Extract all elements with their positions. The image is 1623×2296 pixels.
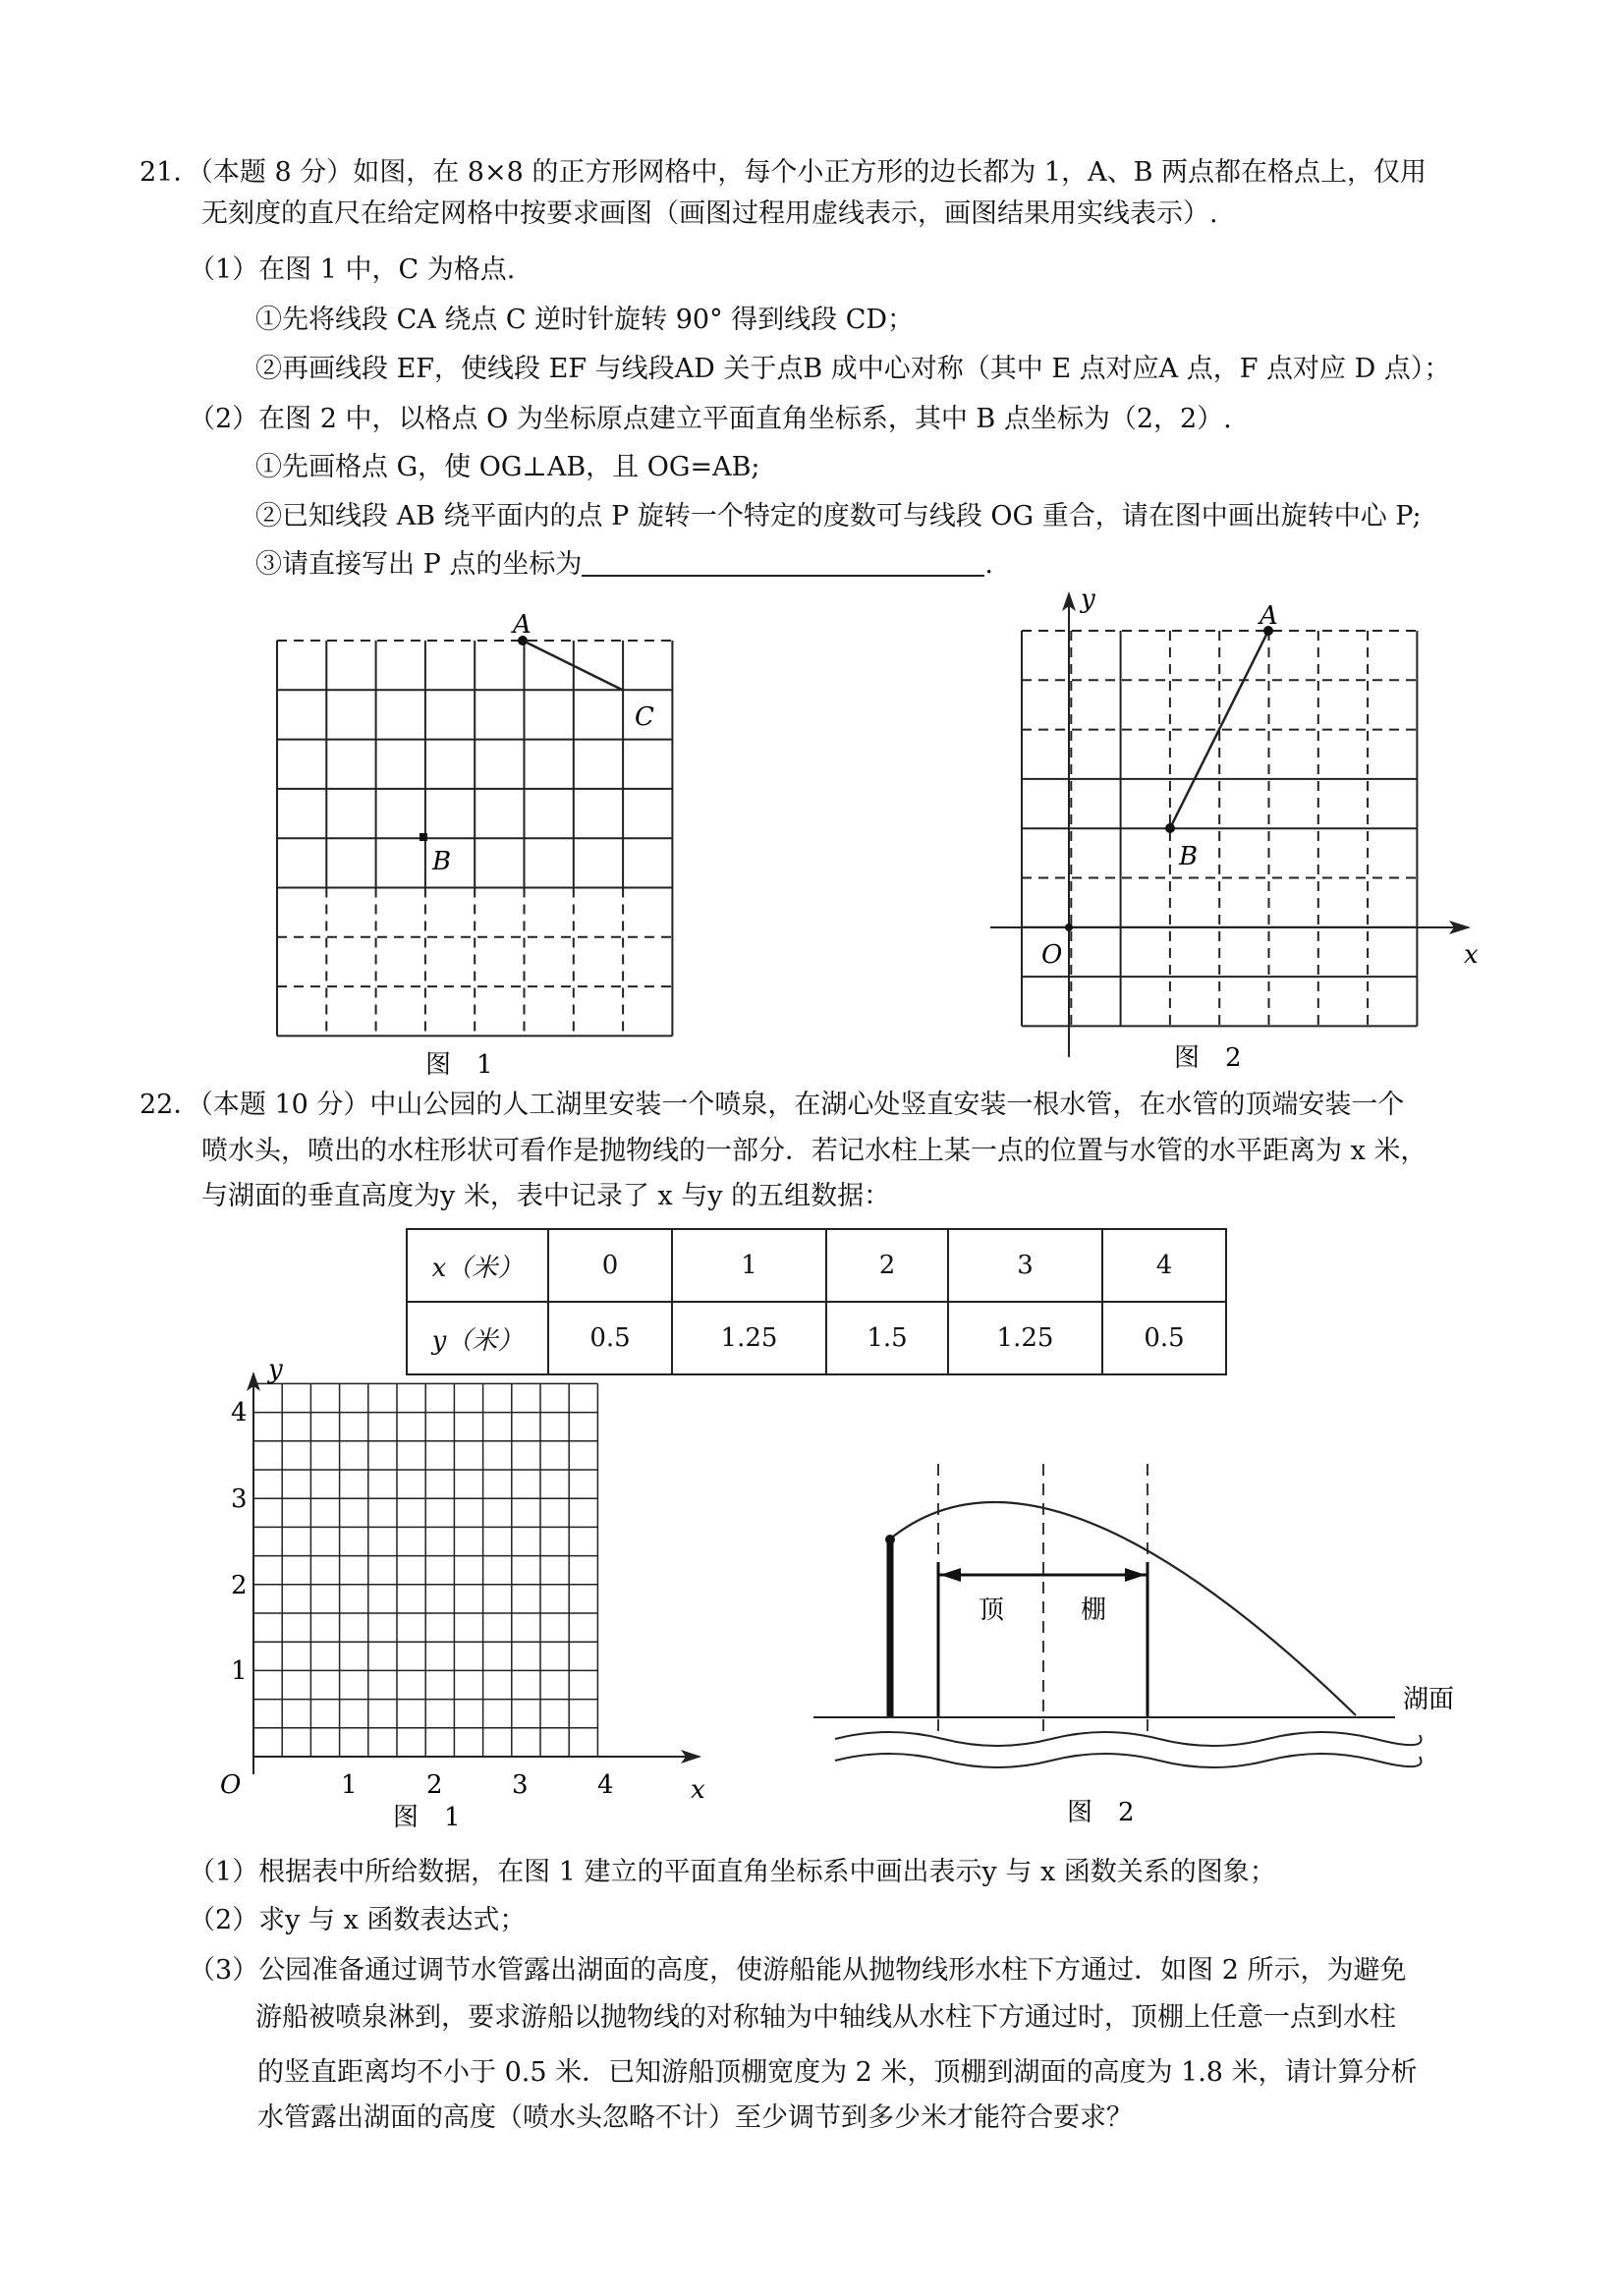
q22-fig1-x-tick: 3: [512, 1770, 529, 1800]
q22-fig1-x-tick: 1: [341, 1770, 358, 1800]
q22-fig1-label-x: x: [691, 1775, 705, 1805]
q22-header: 22．（本题 10 分）中山公园的人工湖里安装一个喷泉，在湖心处竖直安装一根水管，在水管的顶端安装一个: [140, 1090, 1405, 1120]
q21-fig2-label-a: A: [1259, 601, 1278, 631]
table-cell: 1.5: [826, 1302, 948, 1374]
table-cell: 1: [672, 1229, 826, 1302]
table-cell: 4: [1102, 1229, 1226, 1302]
q22-part2: （2）求y 与 x 函数表达式；: [189, 1905, 527, 1935]
q22-part3-line3: 的竖直距离均不小于 0.5 米．已知游船顶棚宽度为 2 米，顶棚到湖面的高度为 1.8 米，请计算分析: [257, 2057, 1418, 2088]
table-cell: 3: [948, 1229, 1102, 1302]
q21-part2-step1: ①先画格点 G，使 OG⊥AB，且 OG=AB;: [255, 452, 760, 482]
table-cell: 1.25: [672, 1302, 826, 1374]
q21-fig1-label-a: A: [513, 610, 532, 640]
q22-fig1-y-tick: 2: [231, 1571, 248, 1600]
table-cell: 0: [548, 1229, 672, 1302]
q22-fig2-water-surface: [813, 1717, 1422, 1767]
q21-fig2-label-o: O: [1041, 940, 1063, 970]
q21-fig2-label-x: x: [1464, 940, 1479, 970]
q22-fig1-y-tick: 4: [231, 1398, 248, 1428]
q22-fig2-left-arrow-icon: [940, 1568, 961, 1582]
q22-fig2-right-arrow-icon: [1125, 1568, 1146, 1582]
q21-part2: （2）在图 2 中，以格点 O 为坐标原点建立平面直角坐标系，其中 B 点坐标为（2，2）.: [189, 404, 1232, 434]
q21-part2-step3-end: .: [984, 549, 993, 580]
q22-fig2-roof-label-left: 顶: [979, 1596, 1005, 1625]
q22-fig2-lake-label: 湖面: [1403, 1685, 1455, 1714]
q22-fig1-x-tick: 2: [426, 1770, 443, 1800]
q21-fig2-caption: 图 2: [1174, 1043, 1242, 1073]
q22-fig2-water-parabola: [888, 1502, 1356, 1715]
q22-fig1-grid: [253, 1383, 597, 1757]
q21-header: 21．（本题 8 分）如图，在 8×8 的正方形网格中，每个小正方形的边长都为 1，A、B 两点都在格点上，仅用: [140, 157, 1427, 188]
q21-part2-step2: ②已知线段 AB 绕平面内的点 P 旋转一个特定的度数可与线段 OG 重合，请在图中画出旋转中心 P;: [255, 501, 1422, 532]
q21-part1: （1）在图 1 中，C 为格点.: [189, 254, 516, 285]
q22-fig1-caption: 图 1: [393, 1803, 461, 1832]
q22-fig1-y-tick: 1: [231, 1656, 248, 1686]
q22-fig1-x-tick: 4: [597, 1770, 614, 1800]
q21-part1-step2: ②再画线段 EF，使线段 EF 与线段AD 关于点B 成中心对称（其中 E 点对应A 点，F 点对应 D 点）；: [255, 354, 1451, 384]
table-cell: 2: [826, 1229, 948, 1302]
q22-fig1-label-y: y: [268, 1355, 283, 1384]
table-cell: 0.5: [548, 1302, 672, 1374]
q22-fig1-label-o: O: [220, 1770, 242, 1800]
table-cell: 0.5: [1102, 1302, 1226, 1374]
q22-part3-line1: （3）公园准备通过调节水管露出湖面的高度，使游船能从抛物线形水柱下方通过．如图 2 所示，为避免: [189, 1955, 1407, 1986]
table-header-y: y（米）: [407, 1302, 548, 1374]
q21-part1-step1: ①先将线段 CA 绕点 C 逆时针旋转 90° 得到线段 CD；: [255, 305, 915, 335]
q21-fig1-label-b: B: [432, 847, 452, 876]
q21-fig2-label-y: y: [1081, 585, 1095, 614]
q22-fig2-caption: 图 2: [1067, 1798, 1135, 1827]
q22-fig2-guides: [938, 1464, 1147, 1739]
table-cell: 1.25: [948, 1302, 1102, 1374]
q22-header-line2: 喷水头，喷出的水柱形状可看作是抛物线的一部分．若记水柱上某一点的位置与水管的水平距离为 x 米，: [201, 1136, 1427, 1166]
q22-part3-line2: 游船被喷泉淋到，要求游船以抛物线的对称轴为中轴线从水柱下方通过时，顶棚上任意一点到水柱: [255, 2002, 1396, 2033]
q21-fig1-caption: 图 1: [425, 1050, 493, 1080]
q21-fig1-label-c: C: [635, 702, 654, 732]
q21-header-line2: 无刻度的直尺在给定网格中按要求画图（画图过程用虚线表示，画图结果用实线表示）.: [201, 198, 1218, 229]
q22-part3-line4: 水管露出湖面的高度（喷水头忽略不计）至少调节到多少米才能符合要求？: [257, 2102, 1133, 2133]
q22-fig2-nozzle: [885, 1535, 895, 1544]
q21-fig2-label-b: B: [1179, 842, 1199, 871]
q22-fig1-y-tick: 3: [231, 1484, 248, 1514]
q22-fig2-roof-label-right: 棚: [1081, 1596, 1107, 1625]
q22-header-line3: 与湖面的垂直高度为y 米，表中记录了 x 与y 的五组数据：: [201, 1181, 891, 1211]
q21-part2-step3-text: ③请直接写出 P 点的坐标为: [255, 549, 583, 580]
q22-part1: （1）根据表中所给数据，在图 1 建立的平面直角坐标系中画出表示y 与 x 函数关系的图象；: [189, 1857, 1276, 1887]
table-header-x: x（米）: [407, 1229, 548, 1302]
